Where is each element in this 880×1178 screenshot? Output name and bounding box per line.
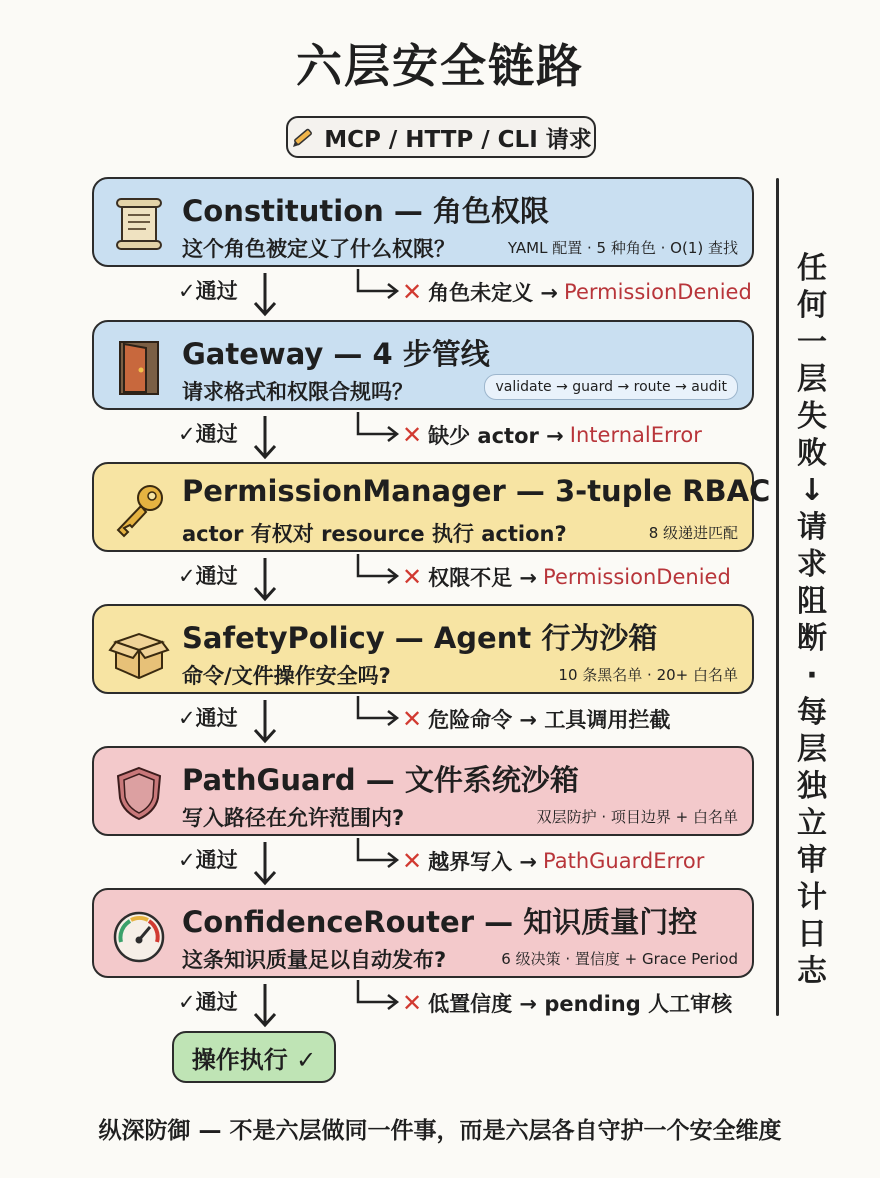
layer-title: ConfidenceRouter — 知识质量门控 [182, 905, 698, 939]
layer-title: PermissionManager — 3-tuple RBAC [182, 474, 771, 508]
layer-title: PathGuard — 文件系统沙箱 [182, 763, 579, 797]
pass-label: ✓通过 [178, 848, 238, 872]
layer-title: SafetyPolicy — Agent 行为沙箱 [182, 621, 658, 655]
layer-permission-manager [92, 462, 771, 552]
layer-title: Constitution — 角色权限 [182, 194, 549, 228]
pass-label: ✓通过 [178, 279, 238, 303]
side-note: 任何一层失败↓请求阻断·每层独立审计日志 [797, 251, 827, 989]
layer-meta: 10 条黑名单 · 20+ 白名单 [558, 666, 738, 684]
cross-icon: ✕ [402, 705, 423, 733]
layer-safety-policy [92, 604, 754, 694]
pencil-icon [290, 124, 316, 150]
side-divider [776, 178, 779, 1016]
layer-meta: 8 级递进匹配 [648, 524, 738, 542]
layer-question: 写入路径在允许范围内? [182, 806, 405, 830]
cross-icon: ✕ [402, 278, 423, 306]
layer-question: 这条知识质量足以自动发布? [182, 948, 447, 972]
down-arrow-icon [250, 271, 280, 317]
cross-icon: ✕ [402, 421, 423, 449]
down-arrow-icon [250, 698, 280, 744]
cross-icon: ✕ [402, 989, 423, 1017]
layer-meta: YAML 配置 · 5 种角色 · O(1) 查找 [507, 239, 738, 257]
layer-gateway [92, 320, 754, 410]
fail-branch [402, 420, 702, 450]
branch-arrow-icon [352, 980, 402, 1010]
layer-meta: 6 级决策 · 置信度 + Grace Period [501, 950, 738, 968]
cross-icon: ✕ [402, 563, 423, 591]
request-source-box [286, 116, 596, 158]
pass-label: ✓通过 [178, 564, 238, 588]
fail-reason: 角色未定义 → [428, 281, 559, 305]
flow-row [0, 980, 880, 1032]
branch-arrow-icon [352, 696, 402, 726]
shield-icon [108, 762, 170, 824]
layer-confidence-router [92, 888, 754, 978]
fail-branch [402, 846, 704, 876]
down-arrow-icon [250, 414, 280, 460]
layer-question: 命令/文件操作安全吗? [182, 664, 391, 688]
flow-row [0, 412, 880, 464]
branch-arrow-icon [352, 554, 402, 584]
fail-result: PathGuardError [543, 849, 705, 873]
layer-question: 请求格式和权限合规吗？ [182, 380, 413, 404]
layer-meta: 双层防护 · 项目边界 + 白名单 [536, 808, 738, 826]
layer-question: 这个角色被定义了什么权限？ [182, 237, 455, 261]
layer-meta: validate → guard → route → audit [484, 374, 738, 400]
layer-title: Gateway — 4 步管线 [182, 337, 490, 371]
fail-reason: 越界写入 → [428, 850, 538, 874]
fail-reason: 权限不足 → [428, 566, 538, 590]
box-icon [108, 620, 170, 682]
flow-row [0, 696, 880, 748]
down-arrow-icon [250, 982, 280, 1028]
cross-icon: ✕ [402, 847, 423, 875]
fail-reason: 危险命令 → 工具调用拦截 [428, 708, 671, 732]
execute-result-box: 操作执行 ✓ [172, 1031, 336, 1083]
key-icon [108, 478, 170, 540]
layer-path-guard [92, 746, 754, 836]
page-title: 六层安全链路 [296, 39, 584, 93]
down-arrow-icon [250, 556, 280, 602]
fail-branch [402, 704, 676, 734]
branch-arrow-icon [352, 412, 402, 442]
scroll-icon [108, 193, 170, 255]
fail-result: InternalError [569, 423, 702, 447]
fail-branch [402, 988, 738, 1018]
branch-arrow-icon [352, 838, 402, 868]
footer-caption: 纵深防御 — 不是六层做同一件事，而是六层各自守护一个安全维度 [98, 1118, 782, 1144]
flow-row [0, 838, 880, 890]
layer-question: actor 有权对 resource 执行 action? [182, 522, 567, 546]
pass-label: ✓通过 [178, 990, 238, 1014]
flow-row [0, 269, 880, 321]
fail-branch [402, 277, 752, 307]
layer-constitution [92, 177, 754, 267]
pass-label: ✓通过 [178, 422, 238, 446]
fail-branch [402, 562, 731, 592]
request-label: MCP / HTTP / CLI 请求 [324, 126, 592, 153]
door-icon [108, 336, 170, 398]
pass-label: ✓通过 [178, 706, 238, 730]
branch-arrow-icon [352, 269, 402, 299]
down-arrow-icon [250, 840, 280, 886]
fail-result: PermissionDenied [564, 280, 752, 304]
flow-row [0, 554, 880, 606]
gauge-icon [108, 904, 170, 966]
fail-result: PermissionDenied [543, 565, 731, 589]
fail-reason: 缺少 actor → [428, 424, 564, 448]
fail-reason: 低置信度 → pending 人工审核 [428, 992, 733, 1016]
